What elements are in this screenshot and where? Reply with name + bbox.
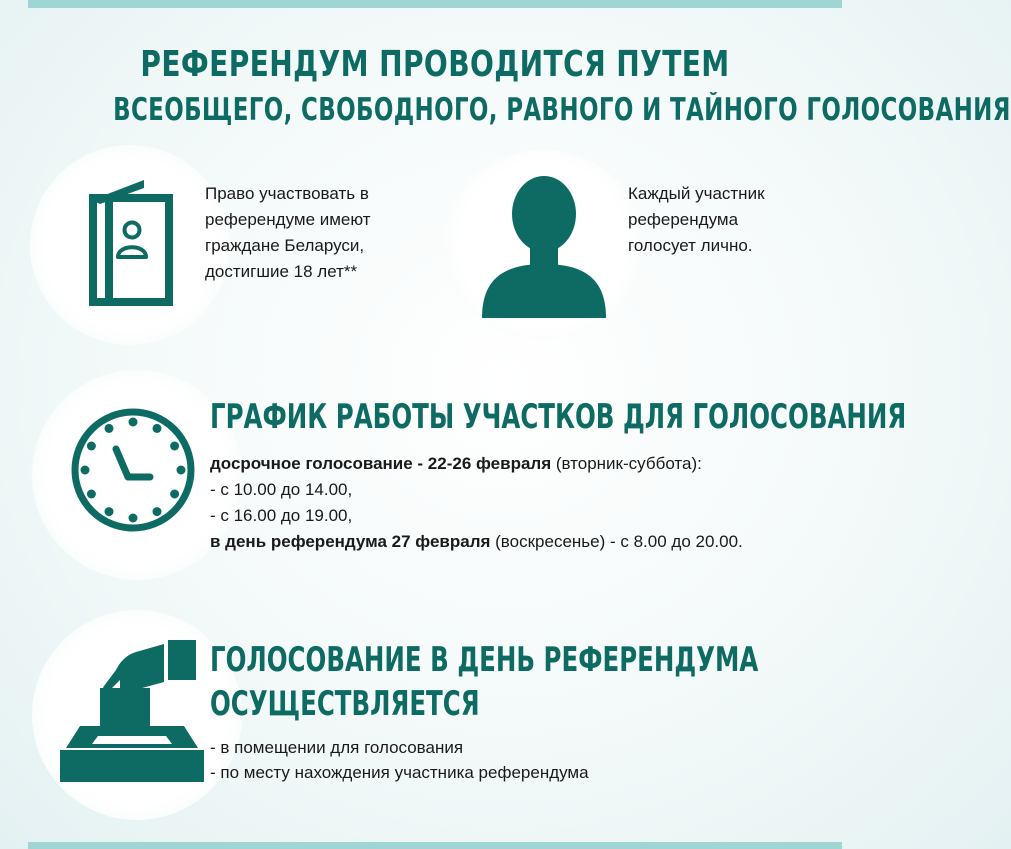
voting-day-title-line2: ОСУЩЕСТВЛЯЕТСЯ <box>210 684 480 724</box>
personal-line: Каждый участник <box>628 184 765 203</box>
page-title-line2: ВСЕОБЩЕГО, СВОБОДНОГО, РАВНОГО И ТАЙНОГО ГОЛОСОВАНИЯ <box>113 92 1011 128</box>
early-voting-days: (вторник-суббота): <box>551 454 702 473</box>
ballot-box-icon <box>58 630 208 786</box>
time-slot: - с 10.00 до 14.00, <box>210 480 353 499</box>
personal-line: голосует лично. <box>628 236 753 255</box>
personal-line: референдума <box>628 210 739 229</box>
eligibility-line: Право участвовать в <box>205 184 369 203</box>
voting-location-list <box>210 735 589 785</box>
referendum-day-hours: (воскресенье) - с 8.00 до 20.00. <box>490 532 743 551</box>
eligibility-text <box>205 181 371 285</box>
personal-text <box>628 181 765 259</box>
eligibility-line: достигшие 18 лет** <box>205 262 358 281</box>
list-item: - по месту нахождения участника референдума <box>210 763 589 782</box>
early-voting-label: досрочное голосование - 22-26 февраля <box>210 454 552 473</box>
passport-icon <box>88 178 174 308</box>
schedule-text <box>210 451 743 555</box>
top-band <box>28 0 842 8</box>
person-icon <box>478 170 610 320</box>
referendum-day-label: в день референдума 27 февраля <box>210 532 491 551</box>
eligibility-line: граждане Беларуси, <box>205 236 365 255</box>
page-title-line1: РЕФЕРЕНДУМ ПРОВОДИТСЯ ПУТЕМ <box>140 44 730 85</box>
time-slot: - с 16.00 до 19.00, <box>210 506 353 525</box>
bottom-band <box>28 842 842 849</box>
eligibility-line: референдуме имеют <box>205 210 371 229</box>
clock-icon <box>68 405 198 535</box>
voting-day-title-line1: ГОЛОСОВАНИЕ В ДЕНЬ РЕФЕРЕНДУМА <box>210 640 759 680</box>
list-item: - в помещении для голосования <box>210 738 464 757</box>
schedule-title: ГРАФИК РАБОТЫ УЧАСТКОВ ДЛЯ ГОЛОСОВАНИЯ <box>210 397 907 437</box>
